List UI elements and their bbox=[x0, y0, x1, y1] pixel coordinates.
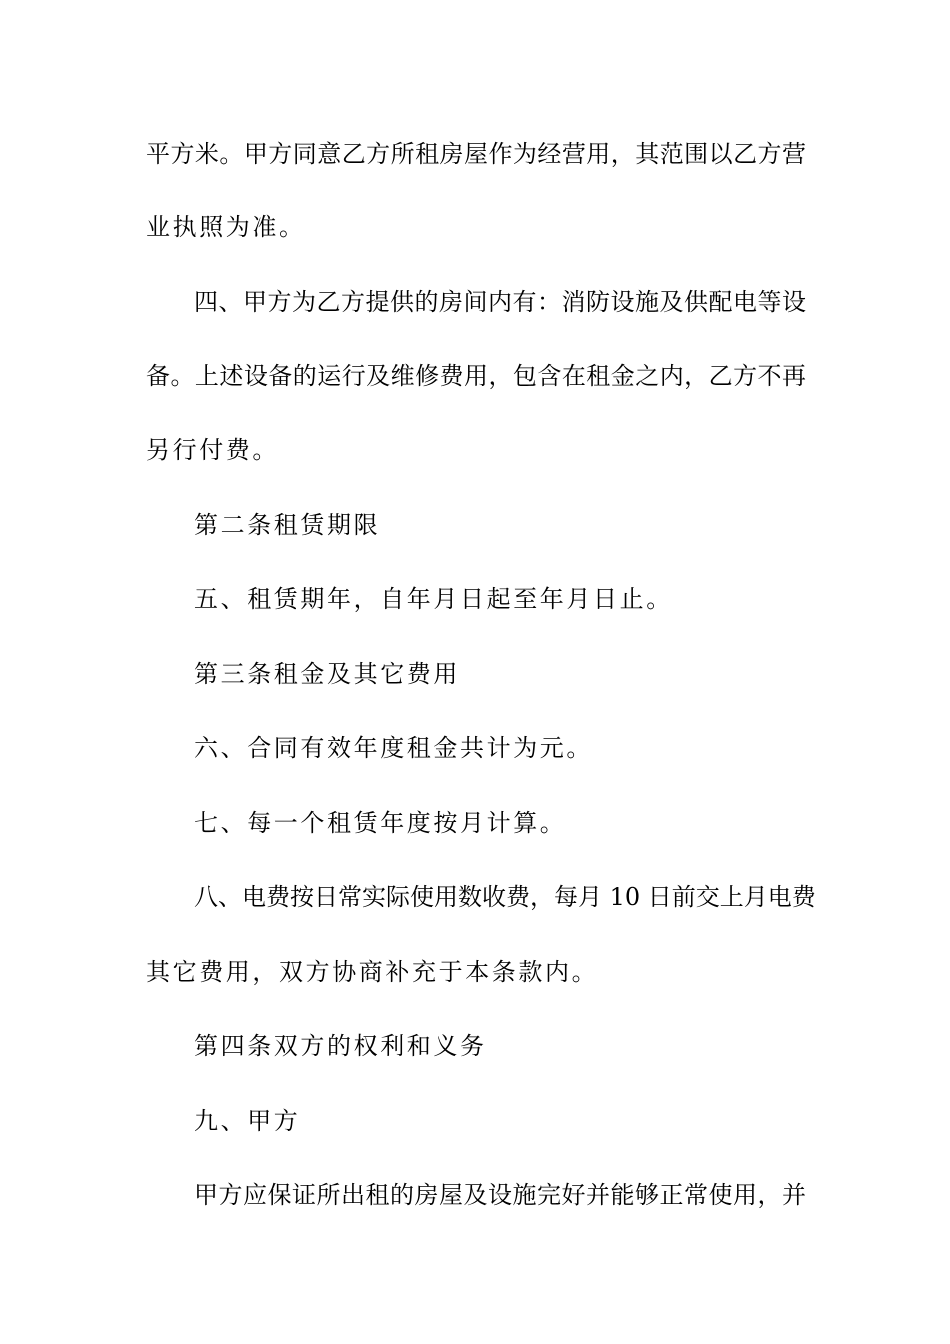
paragraph-line: 九、甲方 bbox=[194, 1107, 301, 1135]
section-heading: 第四条双方的权利和义务 bbox=[194, 1032, 487, 1060]
paragraph-line: 六、合同有效年度租金共计为元。 bbox=[194, 734, 593, 762]
paragraph-line: 五、租赁期年，自年月日起至年月日止。 bbox=[194, 585, 673, 613]
section-heading: 第三条租金及其它费用 bbox=[194, 660, 460, 688]
paragraph-line: 甲方应保证所出租的房屋及设施完好并能够正常使用，并 bbox=[194, 1181, 806, 1209]
paragraph-line: 备。上述设备的运行及维修费用，包含在租金之内，乙方不再 bbox=[146, 362, 806, 390]
paragraph-line: 平方米。甲方同意乙方所租房屋作为经营用，其范围以乙方营 bbox=[146, 140, 806, 168]
paragraph-line: 四、甲方为乙方提供的房间内有：消防设施及供配电等设 bbox=[194, 288, 806, 316]
paragraph-line: 其它费用，双方协商补充于本条款内。 bbox=[146, 958, 599, 986]
paragraph-line: 另行付费。 bbox=[146, 436, 279, 464]
paragraph-line: 业执照为准。 bbox=[146, 213, 306, 241]
section-heading: 第二条租赁期限 bbox=[194, 511, 381, 539]
paragraph-line: 八、电费按日常实际使用数收费，每月 10 日前交上月电费 bbox=[194, 883, 816, 911]
paragraph-line: 七、每一个租赁年度按月计算。 bbox=[194, 809, 567, 837]
